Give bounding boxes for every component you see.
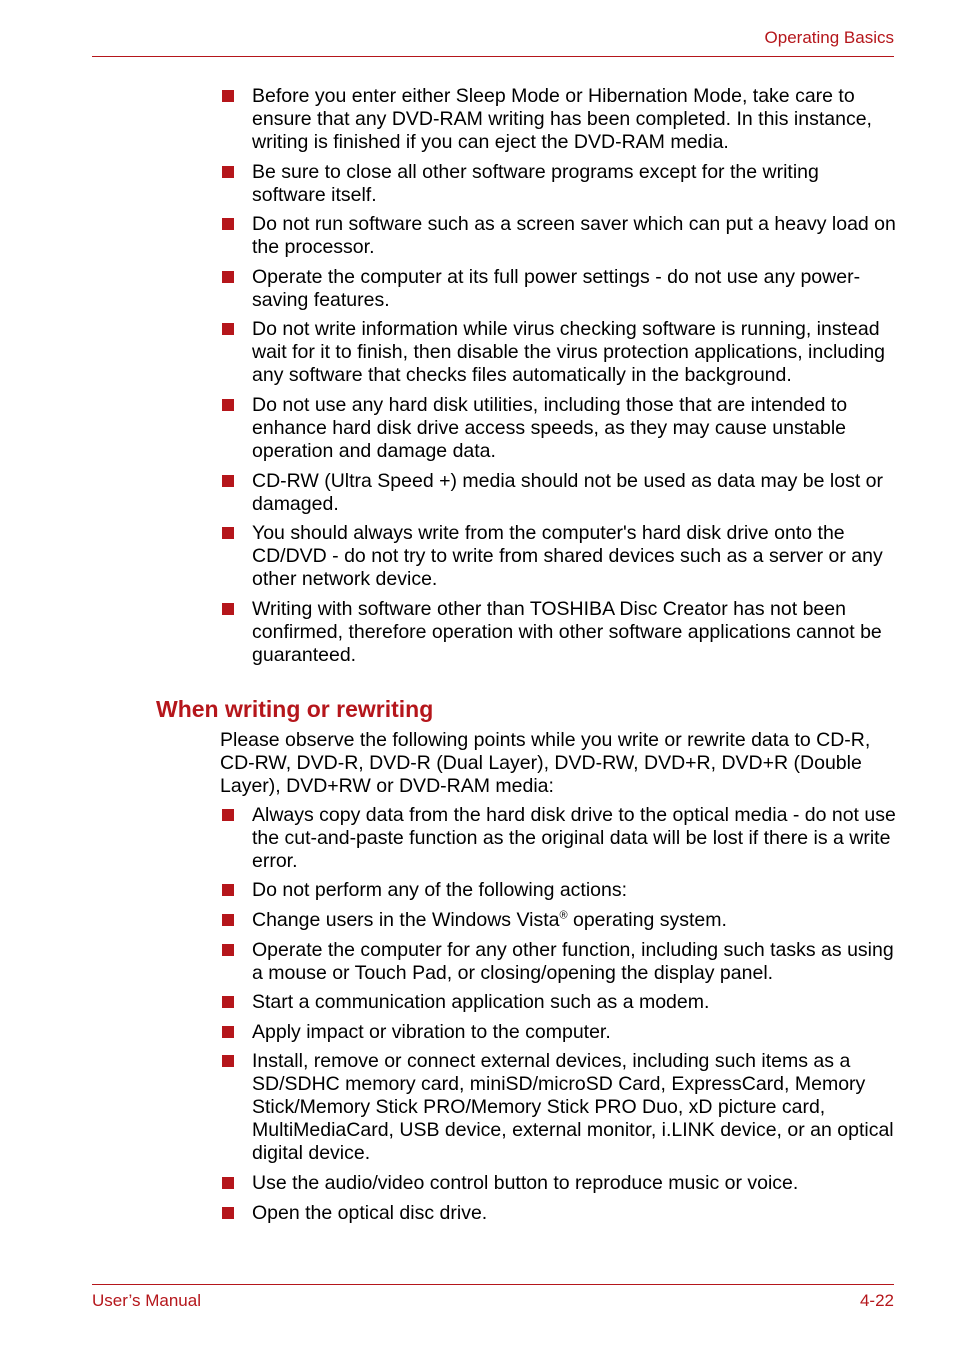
list-item: Before you enter either Sleep Mode or Hibernation Mode, take care to ensure that any DVD-RAM writing has been completed. In this instance, writing is finished if you can eject the DVD-RAM media.	[252, 85, 897, 154]
square-bullet-icon	[222, 399, 234, 411]
list-item: Do not use any hard disk utilities, including those that are intended to enhance hard disk drive access speeds, as they may cause unstable operation and damage data.	[252, 394, 897, 463]
section-intro: Please observe the following points while you write or rewrite data to CD-R, CD-RW, DVD-R, DVD-R (Dual Layer), DVD-RW, DVD+R, DVD+R (Double Layer), DVD+RW or DVD-RAM media:	[220, 728, 871, 797]
square-bullet-icon	[222, 884, 234, 896]
list-item: Always copy data from the hard disk drive to the optical media - do not use the cut-and-paste function as the original data will be lost if there is a write error.	[252, 804, 897, 873]
footer-rule	[92, 1284, 894, 1285]
list-item: Do not write information while virus checking software is running, instead wait for it to finish, then disable the virus protection applications, including any software that checks files automatically in the background.	[252, 318, 897, 387]
square-bullet-icon	[222, 1207, 234, 1219]
square-bullet-icon	[222, 809, 234, 821]
square-bullet-icon	[222, 475, 234, 487]
page-content	[0, 85, 954, 1231]
list-item: You should always write from the computer's hard disk drive onto the CD/DVD - do not try to write from shared devices such as a server or any other network device.	[252, 522, 897, 591]
list-item: Do not run software such as a screen saver which can put a heavy load on the processor.	[252, 213, 897, 259]
square-bullet-icon	[222, 603, 234, 615]
writing-list	[0, 804, 954, 1225]
square-bullet-icon	[222, 218, 234, 230]
list-item: Writing with software other than TOSHIBA Disc Creator has not been confirmed, therefore operation with other software applications cannot be guaranteed.	[252, 598, 897, 667]
square-bullet-icon	[222, 914, 234, 926]
page-number: 4-22	[859, 1291, 894, 1310]
list-item: Install, remove or connect external devices, including such items as a SD/SDHC memory card, miniSD/microSD Card, ExpressCard, Memory Stick/Memory Stick PRO/Memory Stick PRO Duo, xD picture card, MultiMediaCard, USB device, external monitor, i.LINK device, or an optical digital device.	[252, 1050, 897, 1165]
list-item: Operate the computer for any other function, including such tasks as using a mouse or Touch Pad, or closing/opening the display panel.	[252, 939, 897, 985]
square-bullet-icon	[222, 1055, 234, 1067]
square-bullet-icon	[222, 323, 234, 335]
list-item: Use the audio/video control button to reproduce music or voice.	[252, 1172, 897, 1195]
precautions-list	[0, 85, 954, 667]
running-header: Operating Basics	[764, 28, 894, 47]
list-item: Open the optical disc drive.	[252, 1202, 897, 1225]
square-bullet-icon	[222, 90, 234, 102]
square-bullet-icon	[222, 527, 234, 539]
square-bullet-icon	[222, 1026, 234, 1038]
list-item: CD-RW (Ultra Speed +) media should not be used as data may be lost or damaged.	[252, 470, 897, 516]
square-bullet-icon	[222, 996, 234, 1008]
square-bullet-icon	[222, 1177, 234, 1189]
list-item: Be sure to close all other software programs except for the writing software itself.	[252, 161, 897, 207]
registered-mark: ®	[559, 909, 568, 922]
list-item: Do not perform any of the following actions:	[252, 879, 897, 902]
square-bullet-icon	[222, 166, 234, 178]
list-item: Change users in the Windows Vista® operating system.	[252, 909, 897, 932]
list-item: Start a communication application such as a modem.	[252, 991, 897, 1014]
footer-title: User’s Manual	[92, 1291, 201, 1310]
square-bullet-icon	[222, 271, 234, 283]
square-bullet-icon	[222, 944, 234, 956]
header-rule	[92, 56, 894, 57]
list-item: Apply impact or vibration to the computer.	[252, 1021, 897, 1044]
list-item: Operate the computer at its full power settings - do not use any power-saving features.	[252, 266, 897, 312]
section-heading: When writing or rewriting	[156, 695, 434, 722]
